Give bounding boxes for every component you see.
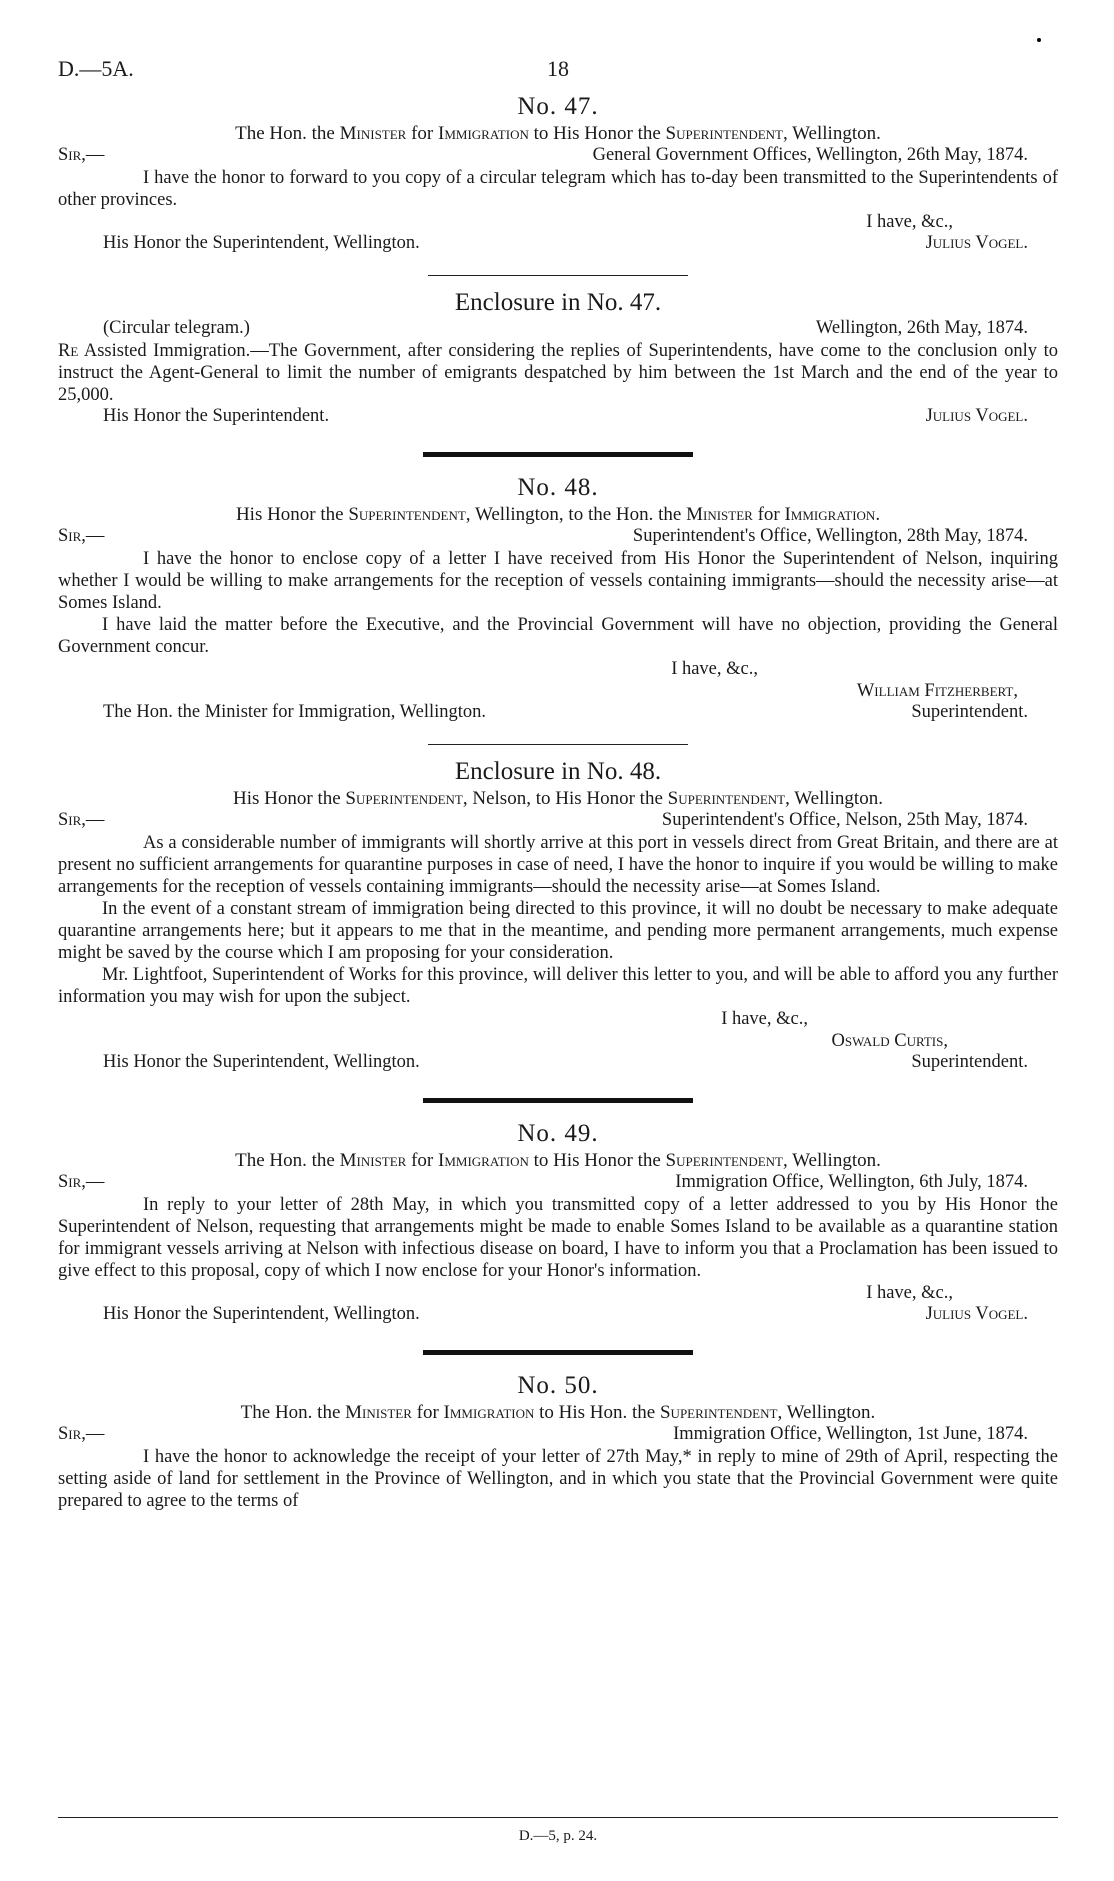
signatory-title: Superintendent.	[911, 702, 1028, 722]
signature-row-no49	[58, 1304, 1058, 1326]
place-date: Immigration Office, Wellington, 1st June, 1874.	[673, 1424, 1028, 1444]
page-number: 18	[547, 56, 569, 81]
document-code: D.—5A.	[58, 56, 134, 81]
route-line-no50: The Hon. the Minister for Immigration to His Hon. the Superintendent, Wellington.	[240, 1402, 876, 1423]
addressee: His Honor the Superintendent.	[103, 406, 330, 426]
document-page	[58, 56, 1058, 1844]
footnote: D.—5, p. 24.	[518, 1828, 598, 1844]
signature-row-encl48	[58, 1052, 1058, 1074]
letter-body-no49: In reply to your letter of 28th May, in which you transmitted copy of a letter addressed to you by His Honor the Superintendent of Nelson, requesting that arrangements might be made to enable Somes Island to be available as a quarantine station for immigrant vessels arriving at Nelson with infectious disease on board, I have to inform you that a Proclamation has been issued to give effect to this proposal, copy of which I now enclose for your Honor's information.	[58, 1195, 1058, 1281]
signature: Julius Vogel.	[925, 1304, 1028, 1324]
signature-row-no47	[58, 233, 1058, 255]
signatory-title: Superintendent.	[911, 1052, 1028, 1072]
addressee: The Hon. the Minister for Immigration, Wellington.	[103, 702, 487, 722]
salutation: Sir,—	[58, 1172, 105, 1192]
letter-body-no50: I have the honor to acknowledge the receipt of your letter of 27th May,* in reply to mine of 29th of April, respecting the setting aside of land for settlement in the Province of Wellington, and in which you state that the Provincial Government were quite prepared to agree to the terms of	[58, 1447, 1058, 1511]
telegram-row	[58, 318, 1058, 340]
addressee: His Honor the Superintendent, Wellington.	[103, 233, 420, 253]
salutation: Sir,—	[58, 526, 105, 546]
signature-encl48: Oswald Curtis,	[831, 1031, 948, 1051]
salutation-row-no47	[58, 145, 1058, 167]
letter-paragraph: In the event of a constant stream of immigration being directed to this province, it will no doubt be necessary to make adequate quarantine arrangements here; but it appears to me that in the meantime, and pending more permanent arrangements, much expense might be saved by the course which I am proposing for your consideration.	[58, 899, 1058, 963]
circular-label: (Circular telegram.)	[103, 318, 250, 338]
section-title-no47: No. 47.	[517, 93, 599, 120]
salutation: Sir,—	[58, 1424, 105, 1444]
section-title-no48: No. 48.	[517, 474, 599, 501]
salutation: Sir,—	[58, 145, 105, 165]
closing-encl48: I have, &c.,	[721, 1009, 808, 1029]
salutation-row-no50	[58, 1424, 1058, 1446]
closing-no47: I have, &c.,	[866, 212, 953, 232]
signature-no48: William Fitzherbert,	[856, 681, 1018, 701]
page-header	[58, 56, 1058, 86]
letter-paragraph: Mr. Lightfoot, Superintendent of Works for this province, will deliver this letter to you, and will be able to afford you any further information you may wish for upon the subject.	[58, 965, 1058, 1007]
section-title-no50: No. 50.	[517, 1372, 599, 1399]
salutation-row-no49	[58, 1172, 1058, 1194]
route-line-no49: The Hon. the Minister for Immigration to His Honor the Superintendent, Wellington.	[235, 1150, 881, 1171]
route-line-no48: His Honor the Superintendent, Wellington, to the Hon. the Minister for Immigration.	[235, 504, 881, 525]
salutation-row-no48	[58, 526, 1058, 548]
route-line-no47: The Hon. the Minister for Immigration to His Honor the Superintendent, Wellington.	[235, 123, 881, 144]
letter-paragraph: I have the honor to enclose copy of a letter I have received from His Honor the Superintendent of Nelson, inquiring whether I would be willing to make arrangements for the reception of vessels containing immigrants—should the necessity arise—at Somes Island.	[58, 549, 1058, 613]
telegram-body: Re Assisted Immigration.—The Government, after considering the replies of Superintendents, have come to the conclusion only to instruct the Agent-General to limit the number of emigrants despatched by him between the 1st March and the end of the year to 25,000.	[58, 341, 1058, 405]
place-date: Wellington, 26th May, 1874.	[815, 318, 1028, 338]
section-title-no49: No. 49.	[517, 1120, 599, 1147]
route-line-encl48: His Honor the Superintendent, Nelson, to His Honor the Superintendent, Wellington.	[233, 788, 883, 809]
signature: Julius Vogel.	[925, 406, 1028, 426]
closing-no49: I have, &c.,	[866, 1283, 953, 1303]
addressee: His Honor the Superintendent, Wellington.	[103, 1304, 420, 1324]
closing-no48: I have, &c.,	[671, 659, 758, 679]
footnote-rule	[58, 1817, 1058, 1818]
signature-row-no48	[58, 702, 1058, 724]
letter-paragraph: I have laid the matter before the Executive, and the Provincial Government will have no objection, providing the General Government concur.	[58, 615, 1058, 657]
salutation-row-encl48	[58, 810, 1058, 832]
place-date: Immigration Office, Wellington, 6th July, 1874.	[675, 1172, 1028, 1192]
signature-row-encl47	[58, 406, 1058, 428]
section-title-encl48: Enclosure in No. 48.	[454, 758, 662, 785]
section-title-encl47: Enclosure in No. 47.	[454, 289, 662, 316]
addressee: His Honor the Superintendent, Wellington.	[103, 1052, 420, 1072]
signature: Julius Vogel.	[925, 233, 1028, 253]
place-date: Superintendent's Office, Nelson, 25th May, 1874.	[661, 810, 1028, 830]
letter-paragraph: As a considerable number of immigrants will shortly arrive at this port in vessels direct from Great Britain, and there are at present no sufficient arrangements for quarantine purposes in case of need, I have the honor to inquire if you would be willing to make arrangements for the reception of vessels containing immigrants—should the necessity arise—at Somes Island.	[58, 833, 1058, 897]
salutation: Sir,—	[58, 810, 105, 830]
stray-mark	[1037, 38, 1041, 42]
place-date: Superintendent's Office, Wellington, 28th May, 1874.	[632, 526, 1028, 546]
place-date: General Government Offices, Wellington, 26th May, 1874.	[592, 145, 1028, 165]
letter-body-no47: I have the honor to forward to you copy of a circular telegram which has to-day been transmitted to the Superintendents of other provinces.	[58, 168, 1058, 210]
